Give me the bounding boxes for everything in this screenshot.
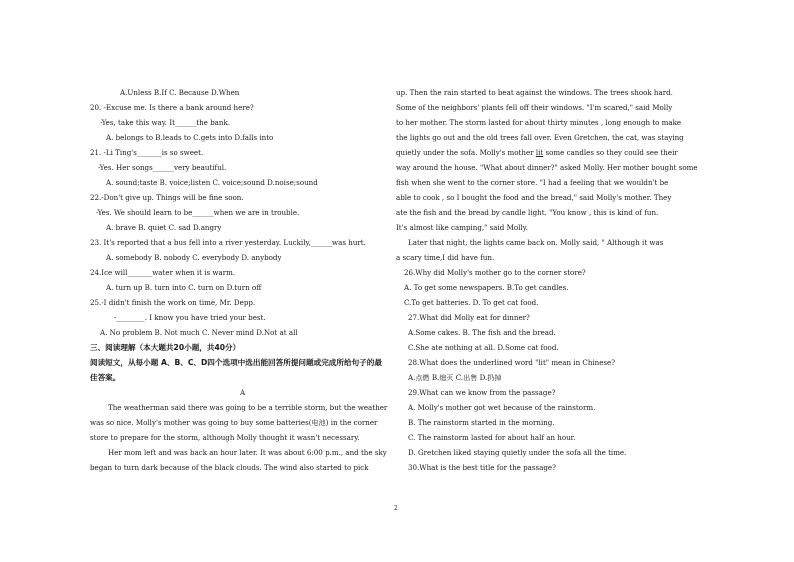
text-line: fish when she went to the corner store. "I had a feeling that we wouldn't be — [396, 178, 669, 187]
text-line: A. No problem B. Not much C. Never mind D.Not at all — [100, 328, 298, 337]
text-line: began to turn dark because of the black clouds. The wind also started to pick — [90, 463, 369, 472]
text-line: The weatherman said there was going to be a terrible storm, but the weather — [108, 403, 388, 412]
text-line: -Yes. Her songs______very beautiful. — [98, 163, 227, 172]
text-line: A.Unless B.If C. Because D.When — [120, 88, 240, 97]
text-line: 23. It's reported that a bus fell into a river yesterday. Luckily,______was hurt. — [90, 238, 366, 247]
text-line: C. The rainstorm lasted for about half an hour. — [408, 433, 576, 442]
text-line: 25.-I didn't finish the work on time, Mr. Depp. — [90, 298, 256, 307]
text-line: B. The rainstorm started in the morning. — [408, 418, 555, 427]
text-line: Later that night, the lights came back on. Molly said, " Although it was — [408, 238, 664, 247]
text-line: -________. I know you have tried your best. — [114, 313, 266, 322]
text-line: 29.What can we know from the passage? — [408, 388, 556, 397]
text-line: quietly under the sofa. Molly's mother lit some candles so they could see their — [396, 148, 678, 157]
text-line: -Yes, take this way. It______the bank. — [100, 118, 231, 127]
text-line: was so nice. Molly's mother was going to buy some batteries(电池) in the corner — [90, 418, 378, 427]
text-line: 27.What did Molly eat for dinner? — [408, 313, 530, 322]
text-line: 22.-Don't give up. Things will be fine soon. — [90, 193, 244, 202]
text-line: A. brave B. quiet C. sad D.angry — [106, 223, 222, 232]
text-line: a scary time,I did have fun. — [396, 253, 495, 262]
text-line: 三、阅读理解（本大题共20小题，共40分） — [90, 343, 241, 352]
text-line: up. Then the rain started to beat against the windows. The trees shook hard. — [396, 88, 673, 97]
text-line: 26.Why did Molly's mother go to the corner store? — [404, 268, 586, 277]
text-line: 阅读短文，从每小题 A、B、C、D四个选项中选出能回答所提问题或完成所给句子的最 — [90, 358, 382, 367]
text-line: A. To get some newspapers. B.To get candles. — [404, 283, 569, 292]
text-line: to her mother. The storm lasted for about thirty minutes , long enough to make — [396, 118, 682, 127]
text-line: able to cook , so I bought the food and the bread," said Molly's mother. They — [396, 193, 672, 202]
text-line: way around the house. "What about dinner?" asked Molly. Her mother bought some — [396, 163, 698, 172]
text-line: A.Some cakes. B. The fish and the bread. — [408, 328, 556, 337]
text-line: C.To get batteries. D. To get cat food. — [404, 298, 539, 307]
page-number: 2 — [394, 505, 398, 512]
text-line: C.She ate nothing at all. D.Some cat food. — [408, 343, 559, 352]
text-line: A. somebody B. nobody C. everybody D. anybody — [106, 253, 282, 262]
text-line: 28.What does the underlined word "lit" mean in Chinese? — [408, 358, 616, 367]
text-line: 21. -Li Ting's_______is so sweet. — [90, 148, 204, 157]
right-column — [396, 0, 716, 562]
text-line: A. belongs to B.leads to C.gets into D.falls into — [106, 133, 274, 142]
text-line: Some of the neighbors' plants fell off their windows. "I'm scared," said Molly — [396, 103, 673, 112]
text-line: 20. -Excuse me. Is there a bank around here? — [90, 103, 254, 112]
text-line: A. Molly's mother got wet because of the rainstorm. — [408, 403, 596, 412]
text-line: A.点燃 B.熄灭 C.出售 D.扔掉 — [408, 373, 502, 382]
text-line: 24.Ice will_______water when it is warm. — [90, 268, 236, 277]
text-line: 佳答案。 — [90, 373, 121, 382]
text-line: store to prepare for the storm, although Molly thought it wasn't necessary. — [90, 433, 360, 442]
text-line: -Yes. We should learn to be______when we are in trouble. — [96, 208, 300, 217]
text-line: Her mom left and was back an hour later. It was about 6:00 p.m., and the sky — [108, 448, 387, 457]
underlined-word: lit — [535, 148, 544, 157]
text-line: A. turn up B. turn into C. turn on D.turn off — [106, 283, 262, 292]
text-line: A — [240, 388, 246, 397]
text-line: ate the fish and the bread by candle light. "You know , this is kind of fun. — [396, 208, 659, 217]
text-line: the lights go out and the old trees fall over. Even Gretchen, the cat, was staying — [396, 133, 684, 142]
text-line: D. Gretchen liked staying quietly under the sofa all the time. — [408, 448, 627, 457]
text-line: A. sound;taste B. voice;listen C. voice;sound D.noise;sound — [106, 178, 318, 187]
text-line: It's almost like camping," said Molly. — [396, 223, 528, 232]
left-column — [90, 0, 410, 562]
text-line: 30.What is the best title for the passage? — [408, 463, 556, 472]
